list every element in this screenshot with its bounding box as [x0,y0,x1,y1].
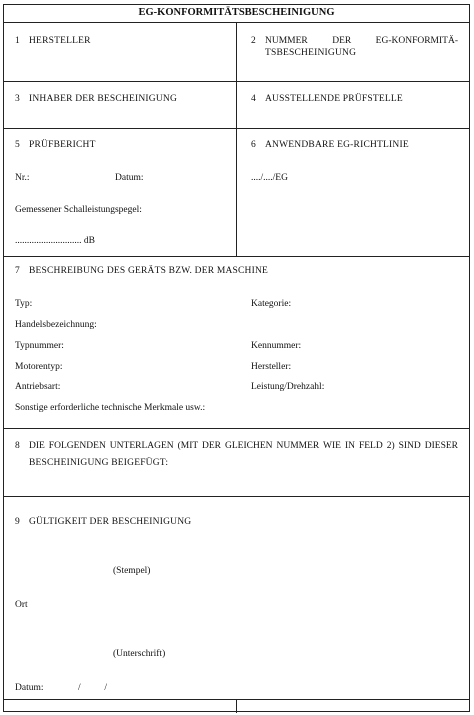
field-7-motorentyp: Motorentyp: [15,362,63,372]
field-9-unterschrift: (Unterschrift) [113,649,166,659]
field-9-gueltigkeit: 9 GÜLTIGKEIT DER BESCHEINIGUNG [15,517,192,527]
form-title: EG-KONFORMITÄTSBESCHEINIGUNG [138,7,335,18]
field-9-ort: Ort [15,600,28,610]
field-7-antriebsart: Antriebsart: [15,382,61,392]
field-7-leistung: Leistung/Drehzahl: [251,382,325,392]
divider-top [236,22,237,256]
field-5-db: ............................ dB [15,236,95,246]
field-9-stempel: (Stempel) [113,566,151,576]
field-8-line2: BESCHEINIGUNG BEIGEFÜGT: [29,458,169,468]
field-5-pegel: Gemessener Schalleistungspegel: [15,205,142,215]
field-8-num: 8 [15,441,20,451]
rule-row5 [4,496,469,497]
field-7-handelsbezeichnung: Handelsbezeichnung: [15,320,97,330]
rule-row3 [4,256,469,257]
field-2-num: 2 [251,36,256,46]
field-7-kategorie: Kategorie: [251,299,292,309]
field-6-value: ..../..../EG [251,173,288,183]
field-6-richtlinie: 6 ANWENDBARE EG-RICHTLINIE [251,140,409,150]
field-4-pruefstelle: 4 AUSSTELLENDE PRÜFSTELLE [251,94,403,104]
field-5-nr: Nr.: [15,173,30,183]
field-7-sonstige: Sonstige erforderliche technische Merkmale usw.: [15,403,206,413]
field-7-typnummer: Typnummer: [15,341,64,351]
field-7-hersteller: Hersteller: [251,362,292,372]
field-1-hersteller: 1 HERSTELLER [15,36,91,46]
field-3-inhaber: 3 INHABER DER BESCHEINIGUNG [15,94,178,104]
rule-row4 [4,428,469,429]
field-7-beschreibung: 7 BESCHREIBUNG DES GERÄTS BZW. DER MASCHINE [15,266,269,276]
field-5-pruefbericht: 5 PRÜFBERICHT [15,140,96,150]
field-7-kennnummer: Kennummer: [251,341,302,351]
field-8-line1: DIE FOLGENDEN UNTERLAGEN (MIT DER GLEICHEN NUMMER WIE IN FELD 2) SIND DIESER [29,441,458,451]
field-9-datum: Datum: [15,683,44,693]
field-2-label-line2: TSBESCHEINIGUNG [265,48,357,58]
divider-bottom [236,699,237,713]
field-7-typ: Typ: [15,299,33,309]
field-5-datum: Datum: [115,173,144,183]
field-2-label-line1: NUMMER DER EG-KONFORMITÄ- [265,36,458,46]
certificate-form [3,4,470,712]
field-9-date-slashes: / / [78,683,108,693]
